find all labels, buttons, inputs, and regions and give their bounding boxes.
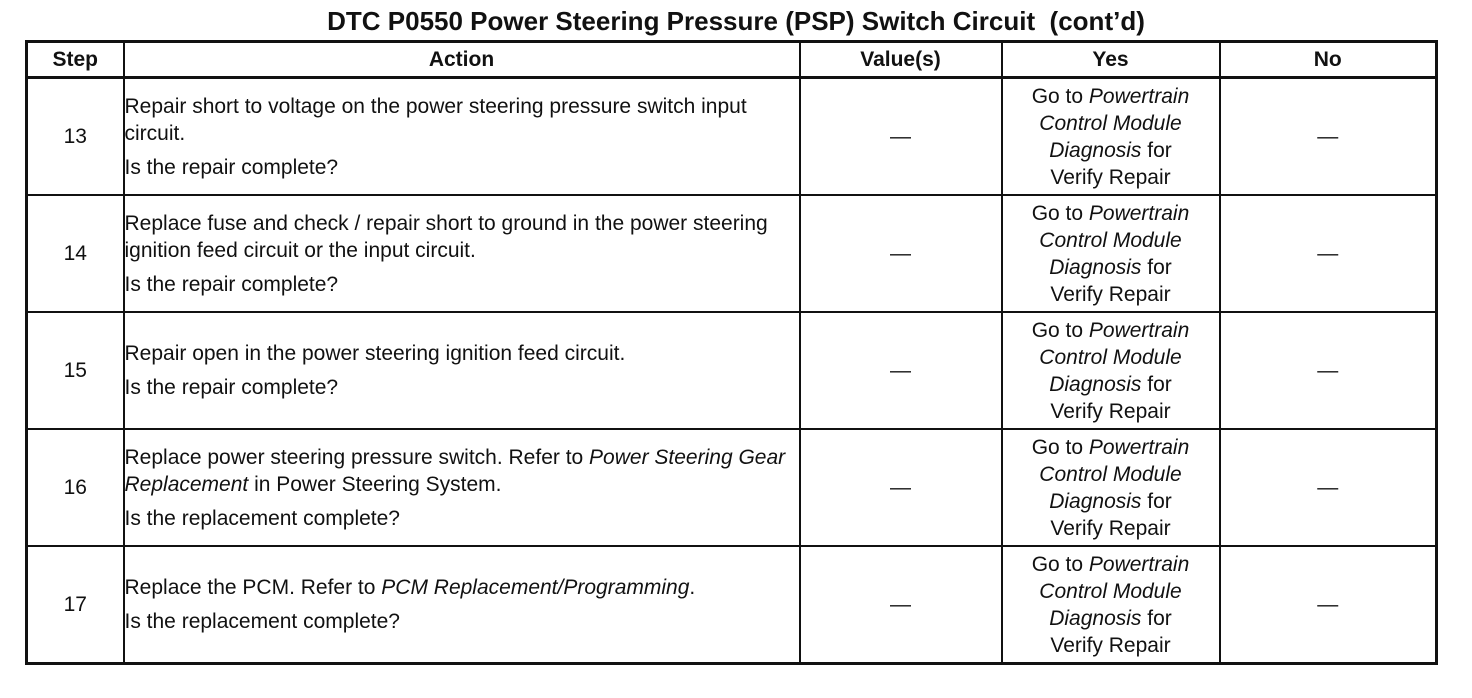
no-cell: —	[1220, 195, 1437, 312]
value-cell: —	[800, 78, 1002, 196]
diagnostic-table	[25, 40, 1438, 665]
yes-cell	[1002, 429, 1220, 546]
action-question: Is the repair complete?	[124, 155, 339, 179]
column-header-step: Step	[27, 42, 124, 78]
yes-line	[1003, 371, 1219, 398]
yes-line	[1003, 110, 1219, 137]
step-number: 14	[27, 195, 124, 312]
action-text-segment: Repair short to voltage on the power steering pressure switch input circuit.	[124, 94, 747, 145]
action-question: Is the replacement complete?	[124, 610, 400, 633]
yes-reference: Diagnosis	[1049, 606, 1142, 630]
yes-text-segment: for	[1141, 138, 1172, 162]
action-cell	[124, 78, 800, 196]
value-cell: —	[800, 546, 1002, 664]
yes-reference: Powertrain	[1088, 84, 1190, 108]
action-text-segment: Replace fuse and check / repair short to ground in the power steering ignition feed circuit or the input circuit.	[124, 211, 768, 262]
action-cell	[124, 546, 800, 664]
action-text	[125, 210, 799, 264]
yes-line	[1003, 281, 1219, 308]
yes-line	[1003, 434, 1219, 461]
action-question: Is the repair complete?	[124, 376, 339, 399]
yes-line	[1003, 488, 1219, 515]
action-text	[125, 444, 799, 498]
action-text-segment: Replace the PCM. Refer to	[124, 576, 382, 599]
yes-reference: Control Module	[1039, 462, 1182, 486]
action-text-segment: Replace power steering pressure switch. Refer to	[124, 445, 590, 469]
step-number: 17	[27, 546, 124, 664]
yes-line	[1003, 317, 1219, 344]
yes-line	[1003, 200, 1219, 227]
yes-text-segment: Go to	[1031, 318, 1089, 342]
column-header-action: Action	[124, 42, 800, 78]
table-body	[27, 78, 1437, 664]
column-header-yes: Yes	[1002, 42, 1220, 78]
no-cell: —	[1220, 429, 1437, 546]
step-number: 15	[27, 312, 124, 429]
yes-text-segment: Verify Repair	[1050, 399, 1171, 423]
action-text	[125, 340, 799, 367]
yes-text-segment: Go to	[1031, 84, 1089, 108]
yes-line	[1003, 227, 1219, 254]
yes-text-segment: for	[1141, 255, 1172, 279]
yes-line	[1003, 461, 1219, 488]
yes-line	[1003, 164, 1219, 191]
yes-text-segment: for	[1141, 372, 1172, 396]
yes-line	[1003, 137, 1219, 164]
yes-text-segment: for	[1141, 606, 1172, 630]
yes-line	[1003, 83, 1219, 110]
yes-reference: Diagnosis	[1049, 489, 1142, 513]
yes-line	[1003, 398, 1219, 425]
value-cell: —	[800, 429, 1002, 546]
action-text-segment: in Power Steering System.	[248, 472, 502, 496]
yes-reference: Powertrain	[1088, 201, 1190, 225]
action-text-segment: .	[689, 576, 696, 599]
yes-reference: Powertrain	[1088, 435, 1190, 459]
yes-reference: Diagnosis	[1049, 372, 1142, 396]
yes-reference: Control Module	[1039, 111, 1182, 135]
yes-line	[1003, 578, 1219, 605]
action-cell	[124, 312, 800, 429]
yes-line	[1003, 515, 1219, 542]
value-cell: —	[800, 195, 1002, 312]
table-row	[27, 429, 1437, 546]
action-reference: PCM Replacement/Programming	[381, 576, 690, 599]
table-row	[27, 546, 1437, 664]
column-header-values: Value(s)	[800, 42, 1002, 78]
yes-reference: Powertrain	[1088, 318, 1190, 342]
action-cell	[124, 195, 800, 312]
action-question: Is the repair complete?	[124, 272, 339, 296]
yes-cell	[1002, 78, 1220, 196]
table-row	[27, 312, 1437, 429]
action-text	[125, 574, 799, 601]
yes-text-segment: Verify Repair	[1050, 165, 1171, 189]
action-text	[125, 93, 799, 147]
action-reference: Power Steering Gear Replacement	[124, 445, 786, 496]
yes-text-segment: Go to	[1031, 435, 1089, 459]
yes-cell	[1002, 312, 1220, 429]
value-cell: —	[800, 312, 1002, 429]
column-header-no: No	[1220, 42, 1437, 78]
yes-reference: Powertrain	[1088, 552, 1190, 576]
yes-reference: Diagnosis	[1049, 138, 1142, 162]
table-header-row	[27, 42, 1437, 78]
yes-text-segment: Verify Repair	[1050, 633, 1171, 657]
yes-reference: Control Module	[1039, 228, 1182, 252]
no-cell: —	[1220, 546, 1437, 664]
yes-text-segment: Go to	[1031, 201, 1089, 225]
no-cell: —	[1220, 312, 1437, 429]
yes-cell	[1002, 195, 1220, 312]
yes-text-segment: Verify Repair	[1050, 282, 1171, 306]
yes-line	[1003, 254, 1219, 281]
yes-line	[1003, 632, 1219, 659]
yes-text-segment: Go to	[1031, 552, 1089, 576]
action-question: Is the replacement complete?	[124, 506, 400, 530]
table-row	[27, 195, 1437, 312]
yes-reference: Diagnosis	[1049, 255, 1142, 279]
yes-reference: Control Module	[1039, 345, 1182, 369]
yes-line	[1003, 605, 1219, 632]
page-title: DTC P0550 Power Steering Pressure (PSP) Switch Circuit (cont’d)	[327, 6, 1145, 36]
yes-line	[1003, 344, 1219, 371]
action-cell	[124, 429, 800, 546]
no-cell: —	[1220, 78, 1437, 196]
table-row	[27, 78, 1437, 196]
step-number: 13	[27, 78, 124, 196]
yes-reference: Control Module	[1039, 579, 1182, 603]
yes-cell	[1002, 546, 1220, 664]
action-text-segment: Repair open in the power steering ignition feed circuit.	[124, 342, 626, 365]
yes-line	[1003, 551, 1219, 578]
yes-text-segment: Verify Repair	[1050, 516, 1171, 540]
yes-text-segment: for	[1141, 489, 1172, 513]
step-number: 16	[27, 429, 124, 546]
